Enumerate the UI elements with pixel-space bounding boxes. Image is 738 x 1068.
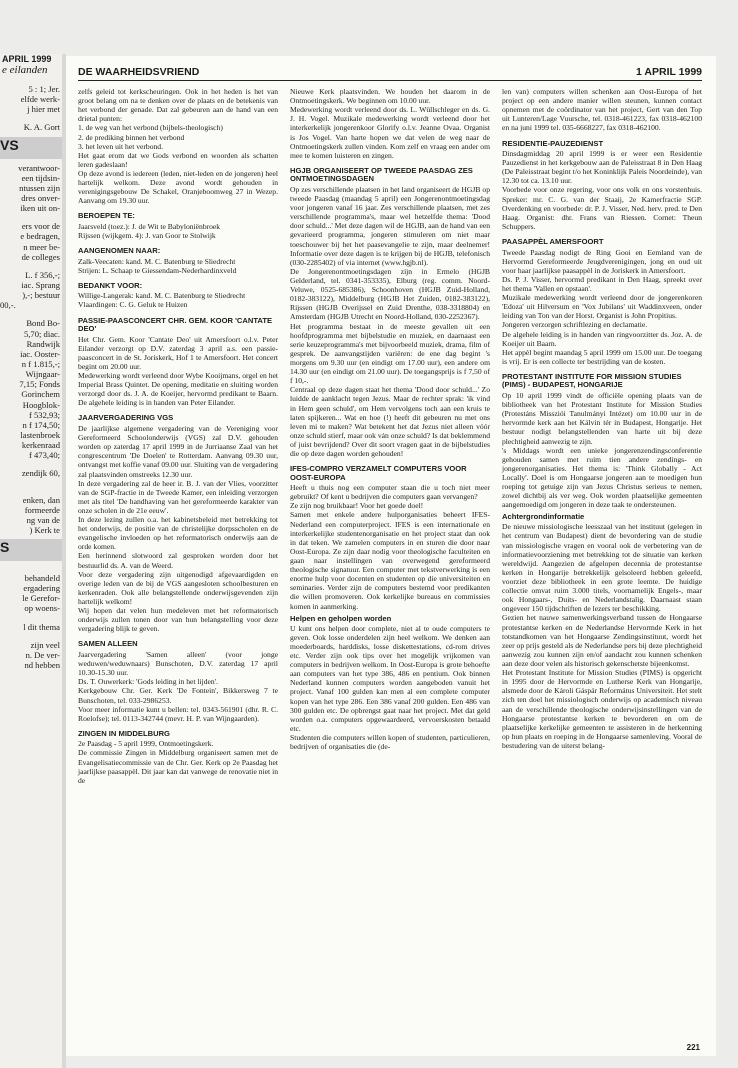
- prev-page-line: 5 : 1; Jer.: [28, 84, 60, 94]
- prev-page-line: [0, 487, 62, 495]
- prev-page-line: lastenbroek: [20, 429, 60, 440]
- article-paragraph: 2e Paasdag - 5 april 1999, Ontmoetingskerk.: [78, 739, 214, 749]
- issue-date: 1 APRIL 1999: [636, 66, 702, 78]
- prev-page-line: K. A. Gort: [23, 122, 60, 133]
- article: [78, 317, 278, 408]
- article-paragraph: Voor meer informatie kunt u bellen: tel. 0343-561901 (dhr. R. C. Roelofse); tel. 0113-342744 (mevr. H. P. van Wijngaarden).: [78, 704, 278, 723]
- page-header: [78, 66, 702, 81]
- article-paragraph: 1. de weg van het verbond (bijbels-theologisch): [78, 123, 223, 133]
- newspaper-page: [66, 56, 716, 1056]
- article: [502, 140, 702, 231]
- prev-page-line: Gorinchem: [21, 389, 60, 400]
- article-paragraph: In deze vergadering zal de heer ir. B. J. van der Vlies, voorzitter van de SGP-fractie in de Tweede Kamer, een inleiding verzorgen met als titel 'De handhaving van het gereformeerde karakter van onze scholen in de 21e eeuw'.: [78, 478, 278, 515]
- article-paragraph: In deze lezing zullen o.a. het kabinetsbeleid met betrekking tot het onderwijs, de positie van de christelijke dorpsscholen en de evangelische invloeden op het reformatorisch onderwijs aan de orde komen.: [78, 515, 278, 552]
- article-paragraph: Op deze avond is iedereen (leden, niet-leden en de jongeren) heel hartelijk welkom. Deze avond wordt gehouden in verenigingsgebouw De Schakel, Oranjeboomweg 27 in Wezep. Aanvang om 19.30 uur.: [78, 168, 278, 206]
- prev-page-line: [0, 614, 62, 622]
- article-paragraph: Willige-Langerak: kand. M. C. Batenburg te Sliedrecht: [78, 291, 246, 301]
- article-paragraph: Medewerking wordt verleend door Wybe Kooijmans, orgel en het Imperial Brass Quintet. De opening, meditatie en sluiting worden verzorgd door ds. J. A. de Koeijer, hervormd predikant te Baarn. De algehele leiding is in handen van Peter Eilander.: [78, 371, 278, 408]
- article-paragraph: Jaarsveld (toez.): J. de Wit te Babyloniënbroek: [78, 221, 221, 231]
- prev-page-line: L. f 356,-;: [25, 269, 60, 280]
- article-paragraph: Studenten die computers willen kopen of studenten, particulieren, bedrijven of organisaties die (de-: [290, 733, 490, 752]
- article-paragraph: Jongeren verzorgen schriftlezing en declamatie.: [502, 320, 648, 330]
- article-paragraph: De Jongerenontmoetingsdagen zijn in Ermelo (HGJB Gelderland, tel. 0341-353335), Elburg (reg. comm. Noord-Veluwe, 0525-685386), Schoonhoven (HGJB Zuid-Holland, 0182-383122), Middelburg (HGJB Het Zuiden, 0182-383122), Rijssen (HGJB Overijssel en Zuid Drenthe, 038-3318804) en Amsterdam (HGJB Utrecht en Noord-Holland, 030-2252367).: [290, 266, 490, 322]
- article-heading: BEDANKT VOOR:: [78, 280, 143, 290]
- article-paragraph: Op zes verschillende plaatsen in het land organiseert de HGJB op tweede Paasdag (maandag 5 april) een Jongerenontmoetingsdag voor jongeren vanaf 16 jaar. Zes verschillende plaatsen, met zes verschillende programma's, maar wel hetzelfde thema: 'Dood door schuld...' Met deze dagen wil de HGJB, aan de hand van een gevarieerd programma, jongeren stimuleren om niet maar toeschouwer bij het het paasevangelie te zijn, maar deelnemer! Informatie over deze dagen is te krijgen bij de HGJB, telefonisch (030-2285402) of via internet (www.hgjb.nl).: [290, 184, 490, 267]
- prev-page-line: elfde werk-: [20, 94, 60, 105]
- prev-page-line: l dit thema: [23, 621, 60, 632]
- prev-page-line: [0, 479, 62, 487]
- article-paragraph: Nieuwe Kerk plaatsvinden. We houden het daarom in de Ontmoetingskerk. We beginnen om 10.00 uur.: [290, 87, 490, 106]
- prev-page-line: [0, 632, 62, 640]
- article-paragraph: Ds. T. Ouwerkerk: 'Gods leiding in het lijden'.: [78, 677, 218, 687]
- article: [78, 282, 278, 310]
- article-paragraph: Het programma bestaat in de meeste gevallen uit een hoofdprogramma met bijbelstudie en muziek, en daarnaast een serie keuzeprogramma's met bijvoorbeeld muziek, drama, film of gesprek. De aanvangstijden variëren: de ene dag begint 's morgens om 9.30 uur (en eindigt om 17.00 uur), een andere om 14.30 uur (en eindigt om 21.00 uur). De toegangsprijs is f 7,50 of f 10,-.: [290, 321, 490, 386]
- article-paragraph: De algehele leiding is in handen van ringvoorzitter ds. Joz. A. de Koeijer uit Baarn.: [502, 329, 702, 348]
- page-number: 221: [686, 1043, 700, 1052]
- article: [502, 373, 702, 750]
- article-paragraph: Ze zijn nog bruikbaar! Voor het goede doel!: [290, 501, 424, 511]
- prev-page-line: n f 1.815,-;: [21, 358, 60, 369]
- article-paragraph: Het Chr. Gem. Koor 'Cantate Deo' uit Amersfoort o.l.v. Peter Eilander verzorgt op D.V. zaterdag 3 april a.s. een passie-paasconcert in de St. Joriskerk, Hof 1 te Amersfoort. Het concert begint om 20.00 uur.: [78, 334, 278, 371]
- column-2: [290, 87, 490, 792]
- article-paragraph: Voor deze vergadering zijn uitgenodigd afgevaardigden en overige leden van de bij de VGS aangesloten schoolbesturen en kerkenraden. Ook alle belangstellende onderwijsgevenden zijn hartelijk welkom!: [78, 569, 278, 607]
- prev-page-line: iac. Sprang: [21, 279, 60, 290]
- article-paragraph: Strijen: L. Schaap te Giessendam-Nederhardinxveld: [78, 265, 237, 275]
- article-paragraph: 3. het leven uit het verbond.: [78, 141, 163, 151]
- article-columns: [78, 87, 702, 792]
- prev-page-line: n. De ver-: [25, 649, 60, 660]
- section-band: VS: [0, 137, 62, 159]
- article: [78, 414, 278, 633]
- prev-page-line: ntussen zijn: [19, 182, 60, 193]
- prev-page-line: Bond Bo-: [26, 318, 60, 329]
- prev-page-line: iac. Ooster-: [20, 348, 60, 359]
- article: [78, 247, 278, 275]
- prev-page-line: dres onver-: [21, 192, 60, 203]
- publication-title: DE WAARHEIDSVRIEND: [78, 66, 200, 78]
- article-paragraph: Ds. P. J. Visser, hervormd predikant in Den Haag, spreekt over het thema 'Vallen en opstaan'.: [502, 274, 702, 293]
- prev-page-line: ),-; bestuur: [22, 290, 60, 301]
- prev-page-line: f 473,40;: [28, 450, 60, 461]
- prev-page-line: nd hebben: [24, 660, 60, 671]
- prev-page-line: n f 174,50;: [22, 419, 60, 430]
- article-paragraph: Jaarvergadering 'Samen alleen' (voor jonge weduwen/weduwnaars) Bunschoten, D.V. zaterdag 17 april 10.30-15.30 uur.: [78, 649, 278, 678]
- section-band: S: [0, 539, 62, 561]
- prev-page-line: f 532,93;: [28, 409, 60, 420]
- article: [502, 238, 702, 366]
- prev-page-line: de colleges: [21, 251, 60, 262]
- article-paragraph: Wij hopen dat velen hun medeleven met het reformatorisch onderwijs zullen tonen door van hun belangstelling voor deze vergadering blijk te geven.: [78, 606, 278, 634]
- prev-page-line: [0, 262, 62, 270]
- prev-page-line: een tijdsin-: [21, 172, 60, 183]
- prev-page-line: le Gerefor-: [22, 593, 60, 604]
- article-paragraph: Vlaardingen: C. G. Geluk te Huizen: [78, 300, 188, 310]
- article: [78, 730, 278, 785]
- prev-page-line: Hoogblok-: [22, 399, 60, 410]
- prev-page-line: formeerde: [24, 504, 60, 515]
- article-paragraph: 2. de prediking binnen het verbond: [78, 132, 185, 142]
- article-heading: RESIDENTIE-PAUZEDIENST: [502, 138, 604, 148]
- prev-page-line: [0, 310, 62, 318]
- article-paragraph: Tweede Paasdag nodigt de Ring Gooi en Eemland van de Hervormd Gereformeerde Jeugdverenigingen, jong en oud uit voor haar jaarlijkse paasappèl in de Joriskerk in Amersfoort.: [502, 247, 702, 275]
- prev-page-line: j hier met: [27, 104, 60, 115]
- article-heading: PROTESTANT INSTITUTE FOR MISSION STUDIES (PIMS) - BUDAPEST, HONGARIJE: [502, 371, 682, 390]
- prev-page-line: 5,70; diac.: [23, 328, 60, 339]
- article-paragraph: Samen met enkele andere hulporganisaties beheert IFES-Nederland een computerproject. IFES is een internationale en interkerkelijke studentenorganisatie en het project staat dan ook in dat teken. We zamelen computers in en sturen die door naar Oost-Europa. Ze zijn daar nodig voor theologische faculteiten en gaan naar instellingen van overwegend gereformeerd theologische signatuur. Een computer met tekstverwerking is een enorme hulp voor docenten en studenten op die universiteiten en seminaries. Verder zijn de computers bestemd voor predikanten die willen promoveren. Ook kerkelijke bureaus en commissies komen in aanmerking.: [290, 510, 490, 611]
- prev-page-line: zijn veel: [30, 639, 60, 650]
- article-paragraph: U kunt ons helpen door complete, niet al te oude computers te geven. Ook losse onderdelen zijn heel welkom. We denken aan moederboards, harddisks, losse diskettestations, cd-rom drives etc. Verder zijn ook tips over het mogelijk vrijkomen van computers in bedrijven welkom. In Oost-Europa is grote behoefte aan computers van het type 386, 486 en pentium. Ook binnen Nederland kunnen computers worden aangeboden vanuit het project. Vanaf 100 gulden kan men al een complete computer kopen van het type 286. Een 386 vanaf 200 gulden. Een 486 van 300 gulden etc. De opbrengst gaat naar het project. Met dat geld worden o.a. computers opgewaardeerd, vervoerskosten betaald etc.: [290, 623, 490, 733]
- article-heading: ZINGEN IN MIDDELBURG: [78, 728, 170, 738]
- prev-page-line: verantwoor-: [18, 162, 60, 173]
- prev-page-line: e eilanden: [2, 64, 48, 76]
- prev-page-line: op woens-: [24, 603, 60, 614]
- prev-page-line: n meer be-: [23, 241, 60, 252]
- prev-page-line: ergadering: [23, 583, 60, 594]
- article: [290, 167, 490, 458]
- article-paragraph: Dinsdagmiddag 20 april 1999 is er weer een Residentie Pauzedienst in het kerkgebouw aan de Paleisstraat 8 in Den Haag (De Paleisstraat begint t/o het Koninklijk Paleis Noordeinde), van 12.30 tot ca. 13.10 uur.: [502, 149, 702, 186]
- article-heading: SAMEN ALLEEN: [78, 639, 138, 649]
- prev-page-line: ers voor de: [21, 221, 60, 232]
- article-paragraph: 's Middags wordt een unieke jongerenzendingsconferentie gehouden samen met ruim tien andere zendings- en jongerenorganisaties. Het thema is: 'Think Globally - Act Locally'. Doel is om Hongaarse jongeren aan te moedigen hun roeping tot getuige zijn van Jezus Christus serieus te nemen, zowel dichtbij als ver weg. Ook worden plaatselijke gemeenten aangemoedigd om jongeren in deze taak te ondersteunen.: [502, 445, 702, 510]
- prev-page-line: [0, 565, 62, 573]
- prev-page-line: Wijngaar-: [25, 369, 60, 380]
- article-heading: PASSIE-PAASCONCERT CHR. GEM. KOOR 'CANTATE DEO': [78, 315, 273, 334]
- article-paragraph: Muzikale medewerking wordt verleend door de jongerenkoren 'Edoza' uit Hilversum en 'Vox Jubilans' uit Waddinxveen, onder leiding van Ton van der Horst. Organist is John Propitius.: [502, 293, 702, 321]
- article: [290, 87, 490, 160]
- column-1: [78, 87, 278, 792]
- article-paragraph: Centraal op deze dagen staat het thema 'Dood door schuld...' Zo luidde de aanklacht tegen Jezus. Maar de rechter sprak: 'ik vind in Hem geen schuld', om Hem vervolgens toch aan een kruis te laten spijkeren... Wat en hoe (!) heeft dit gebeuren nu met ons leven mi te maken? Wat betekent het dat Jezus niet alleen vóór onze schuld stierf, maar ook ván onze schuld? Is dat beklemmend of juist bevrijdend? Over dit soort vragen gaat in de bijbelstudies die op deze dagen worden gehouden!: [290, 385, 490, 459]
- article-paragraph: Zalk-Veecaten: kand. M. C. Batenburg te Sliedrecht: [78, 256, 236, 266]
- prev-page-line: behandeld: [24, 573, 60, 584]
- article-heading: BEROEPEN TE:: [78, 211, 135, 221]
- prev-page-line: kerkenraad: [21, 440, 60, 451]
- article-paragraph: Heeft u thuis nog een computer staan die u toch niet meer gebruikt? Of kent u bedrijven die computers gaan vervangen?: [290, 483, 490, 502]
- article: [78, 212, 278, 240]
- prev-page-line: [0, 213, 62, 221]
- article-paragraph: Een herinnend slotwoord zal gesproken worden door het bestuurlid ds. A. van de Weerd.: [78, 551, 278, 570]
- article: [502, 87, 702, 133]
- article-paragraph: Medewerking wordt verleend door ds. L. Wüllschleger en ds. G. J. H. Vogel. Muzikale medewerking wordt verleend door het interkerkelijk jongerenkoor Glorify o.l.v. Jeanne Ovaa. Organist is Jos Vogel. Van harte hopen we dat velen de weg naar de Ontmoetingskerk zullen vinden. Kom zelf en vraag een ander om mee te komen luisteren en zingen.: [290, 105, 490, 160]
- article-heading: JAARVERGADERING VGS: [78, 413, 174, 423]
- article-paragraph: Het appèl begint maandag 5 april 1999 om 15.00 uur. De toegang is vrij. Er is een collecte ter bestrijding van de kosten.: [502, 347, 702, 366]
- article-subheading: Achtergrondinformatie: [502, 512, 585, 522]
- article: [78, 87, 278, 205]
- article-heading: HGJB ORGANISEERT OP TWEEDE PAASDAG ZES ONTMOETINGSDAGEN: [290, 165, 473, 184]
- article: [290, 465, 490, 751]
- article-paragraph: Gezien het nauwe samenwerkingsverband tussen de Hongaarse protestantse kerken en de Nederlandse Hervormde Kerk in het totstandkomen van het Hongaarse Zendingsinstituut, wordt het zeer op prijs gesteld als de Nederlandse pers bij deze plechtigheid aanwezig zou kunnen zijn en/of aandacht zou kunnen schenken aan deze door velen als historisch gekenschetste bijeenkomst.: [502, 613, 702, 669]
- prev-page-line: Randwijk: [26, 338, 60, 349]
- prev-page-line: zendijk 60,: [21, 468, 60, 479]
- prev-page-line: [0, 460, 62, 468]
- article-paragraph: De commissie Zingen in Middelburg organiseert samen met de Evangelisatiecommissie van de Chr. Ger. Kerk op 2e Paasdag het jaarlijkse paasappèl. Dit jaar kan dat vanwege de renovatie niet in de: [78, 748, 278, 785]
- prev-page-line: [0, 114, 62, 122]
- prev-page-line: enken, dan: [22, 494, 60, 505]
- column-3: [502, 87, 702, 792]
- prev-page-line: ) Kerk te: [29, 524, 60, 535]
- article-paragraph: Het Protestant Institute for Mission Studies (PIMS) is opgericht in 1995 door de Hervormde en Lutherse Kerk van Hongarije, alsmede door de Károli Gáspár Református Universiteit. Het stelt zich ten doel het missiologisch onderwijs op academisch niveau aan de verschillende theologische onderwijsinstellingen van de Hongaarse protestantse kerken te bevorderen en om de plaatselijke kerkelijke gemeenten te assisteren in de herkenning op hun plaats en roeping in de Hongaarse samenleving. Vooral de bestudering van de uiterst belang-: [502, 668, 702, 750]
- article-paragraph: Kerkgebouw Chr. Ger. Kerk 'De Fontein', Bikkersweg 7 te Bunschoten, tel. 033-2986253.: [78, 686, 278, 705]
- article-paragraph: Op 10 april 1999 vindt de officiële opening plaats van de bibliotheek van het Protestant Institute for Mission Studies (Protestáns Missziói Tanulmányi Intézet) om 10.00 uur in de hervormde kerk aan het Kálvin tér in Budapest, Hongarije. Het bestuur nodigt belangstellenden van harte uit bij deze plechtigheid aanwezig te zijn.: [502, 390, 702, 446]
- prev-page-line: iken uit on-: [20, 203, 60, 214]
- article-heading: AANGENOMEN NAAR:: [78, 246, 161, 256]
- prev-page-line: [0, 76, 62, 84]
- article-paragraph: De jaarlijkse algemene vergadering van de Vereniging voor Gereformeerd Schoolonderwijs (VGS) zal D.V. gehouden worden op zaterdag 17 april 1999 in de Jurriaanse Zaal van het congrescentrum 'De Doelen' te Rotterdam. Aanvang 09.30 uur, ontvangst met koffie vanaf 09.00 uur. Sluiting van de vergadering zal plaatsvinden omstreeks 12.30 uur.: [78, 423, 278, 479]
- article-subheading: Helpen en geholpen worden: [290, 613, 392, 623]
- article-paragraph: zelfs geleid tot kerkscheuringen. Ook in het heden is het van groot belang om na te denken over de plaats en de betekenis van het verbond der genade. Dat zal gebeuren aan de hand van een drietal punten:: [78, 87, 278, 124]
- article-paragraph: Rijssen (wijkgem. 4): J. van Goor te Stolwijk: [78, 231, 216, 241]
- article: [78, 640, 278, 722]
- prev-page-line: 00,-.: [0, 300, 16, 311]
- article-heading: IFES-COMPRO VERZAMELT COMPUTERS VOOR OOST-EUROPA: [290, 464, 467, 482]
- article-paragraph: Het gaat erom dat we Gods verbond en woorden als schatten leren gadeslaan!: [78, 150, 278, 169]
- article-paragraph: Voorbede voor onze regering, voor ons volk en ons vorstenhuis. Spreker: mr. C. G. van der Staaij, 2e Kamerfractie SGP. Overdenking en voorbede: dr. P. J. Visser, Ned. herv. pred. te Den Haag. Organist: dhr. Frans van Riessen. Cornet: Theun Schuppers.: [502, 185, 702, 231]
- prev-page-line: 7,15; Fonds: [19, 379, 60, 390]
- prev-page-line: e bedragen,: [20, 231, 60, 242]
- previous-page-strip: [0, 54, 63, 1068]
- article-paragraph: len van) computers willen schenken aan Oost-Europa of het project op een andere manier willen steunen, kunnen contact opnemen met de coördinator van het project, Gert van den Top uit Lunteren/Lage Vuursche, tel. 0318-461223, fax 0318-462100 en na juni 1999 tel. 035-6668227, fax 0318-462100.: [502, 87, 702, 133]
- prev-page-line: APRIL 1999: [2, 54, 52, 64]
- article-heading: PAASAPPÈL AMERSFOORT: [502, 237, 604, 247]
- prev-page-line: ng van de: [26, 514, 60, 525]
- article-paragraph: De nieuwe missiologische leesszaal van het instituut (gelegen in het centrum van Budapest) dient de bevordering van de studie van missiologische vragen en vooral ook de verbetering van de informatievoorziening met betrekking tot de situatie van kerken wereldwijd. Aangezien de afgelopen decennia de protestantse kerken in Hongarije betrekkelijk geïsoleerd hebben geleefd, voorziet deze bibliotheek in een grote leemte. De huidige collectie omvat ruim 3.000 titels, voornamelijk Engels-, maar ook Hongaars-, Duits- en Nederlandstalig. Daarnaast staan ongeveer 150 tijdschriften de lezers ter beschikking.: [502, 522, 702, 614]
